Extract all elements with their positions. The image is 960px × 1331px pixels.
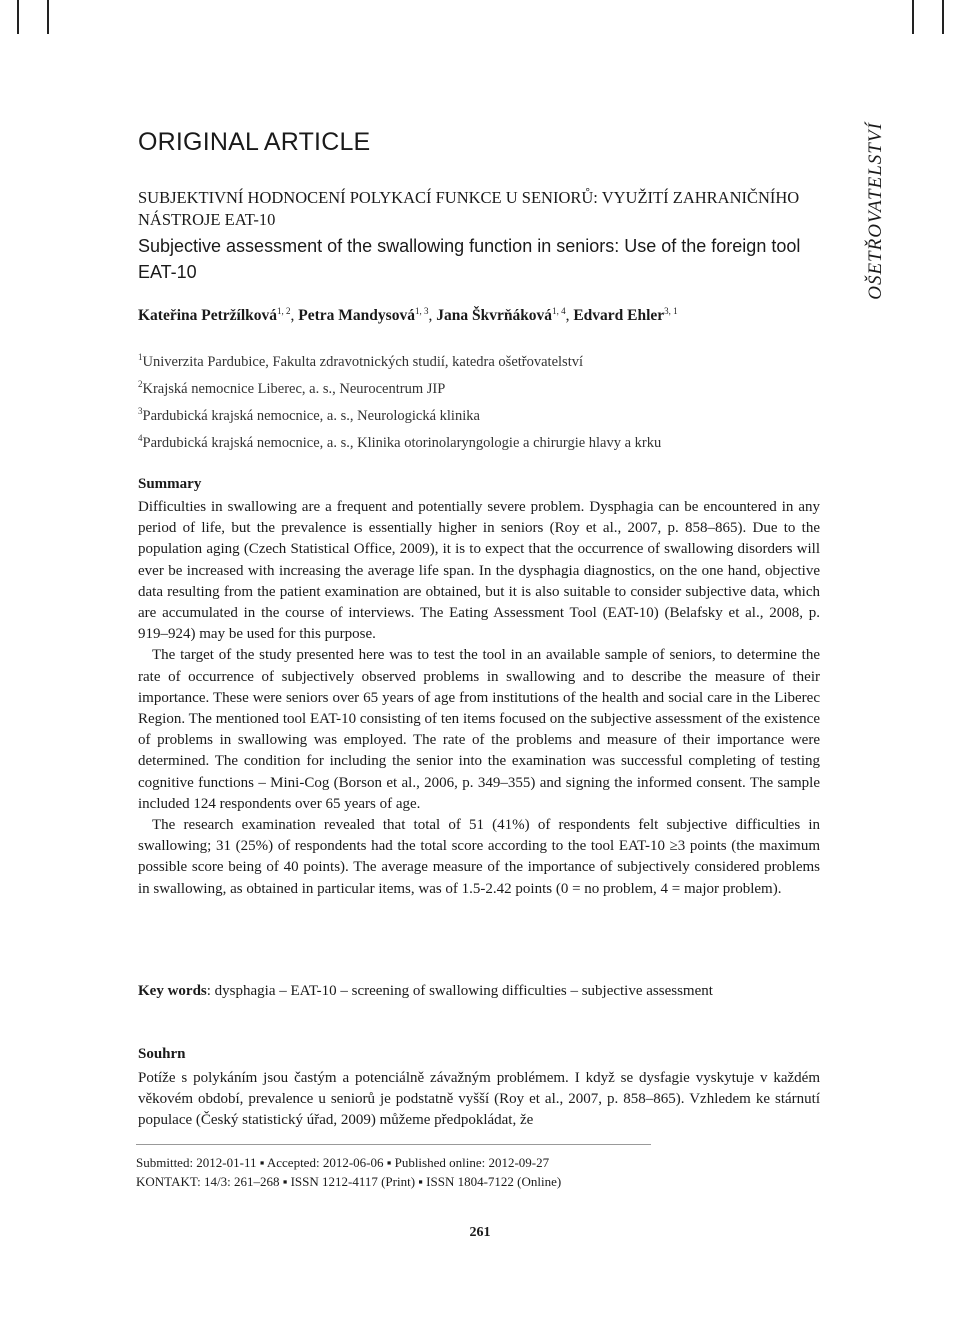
affiliation-list bbox=[138, 346, 661, 455]
summary-paragraph: The research examination revealed that total of 51 (41%) of respondents felt subjective difficulties in swallowing; 31 (25%) of respondents had the total score according to the tool EAT-10 ≥3 points (the maximum possible score being of 40 points). The average measure of the importance of subjectively considered problems in swallowing, as obtained in particular items, was of 1.5-2.42 points (0 = no problem, 4 = major problem). bbox=[138, 817, 820, 897]
section-label-vertical: OŠETŘOVATELSTVÍ bbox=[865, 121, 886, 300]
keywords: Key words: dysphagia – EAT-10 – screening of swallowing difficulties – subjective assessment bbox=[138, 983, 713, 999]
summary-paragraph: The target of the study presented here was to test the tool in an available sample of seniors, to determine the rate of occurrence of subjectively observed problems in swallowing and to describe the measure of their importance. These were seniors over 65 years of age from institutions of the health and social care in the Liberec Region. The mentioned tool EAT-10 consisting of ten items focused on the subjective assessment of the existence of problems in swallowing was employed. The rate of the problems and measure of their importance were determined. The condition for including the senior into the examination was successful completing of testing cognitive functions – Mini-Cog (Borson et al., 2006, p. 349–355) and signing the informed consent. The sample included 124 respondents over 65 years of age. bbox=[138, 647, 820, 812]
author: Jana Škvrňáková$^{1, 4}$ bbox=[436, 306, 566, 325]
journal-info: KONTAKT: 14/3: 261–268 ▪ ISSN 1212-4117 (Print) ▪ ISSN 1804-7122 (Online) bbox=[136, 1174, 562, 1189]
crop-mark bbox=[17, 0, 19, 34]
crop-mark bbox=[47, 0, 49, 34]
author: Edvard Ehler$^{3, 1}$ bbox=[573, 306, 678, 325]
summary-paragraph: Difficulties in swallowing are a frequent and potentially severe problem. Dysphagia can be encountered in any period of life, but the prevalence is essentially higher in seniors (Roy et al., 2007, p. 858–865). Due to the population aging (Czech Statistical Office, 2009), it is to expect that the occurrence of swallowing disorders will ever be increased with increasing the average life span. In the dysphagia diagnostics, on the one hand, objective data resulting from the patient examination are obtained, but it is also suitable to consider subjective data, which are accumulated in the course of interviews. The Eating Assessment Tool (EAT-10) (Belafsky et al., 2008, p. 919–924) may be used for this purpose. bbox=[138, 499, 820, 643]
footer-rule bbox=[136, 1144, 651, 1145]
souhrn-heading: Souhrn bbox=[138, 1046, 186, 1062]
author-list: Kateřina Petržílková$^{1, 2}$, Petra Mandysová$^{1, 3}$, Jana Škvrňáková$^{1, 4}$, Edvard Ehler$^{3, 1}$ bbox=[138, 306, 678, 325]
crop-mark bbox=[912, 0, 914, 34]
author: Kateřina Petržílková$^{1, 2}$ bbox=[138, 306, 291, 325]
affiliation: $^1$Univerzita Pardubice, Fakulta zdravotnických studií, katedra ošetřovatelství bbox=[138, 352, 584, 370]
affiliation: $^3$Pardubická krajská nemocnice, a. s., Neurologická klinika bbox=[138, 406, 480, 425]
souhrn-body bbox=[138, 1068, 820, 1132]
souhrn-paragraph: Potíže s polykáním jsou častým a potenciálně závažným problémem. I když se dysfagie vyskytuje v každém věkovém období, prevalence u seniorů je podstatně vyšší (Roy et al., 2007, p. 858–865). Vzhledem ke stárnutí populace (Český statistický úřad, 2009) můžeme předpokládat, že bbox=[138, 1070, 820, 1129]
submission-dates: Submitted: 2012-01-11 ▪ Accepted: 2012-06-06 ▪ Published online: 2012-09-27 bbox=[136, 1155, 550, 1170]
title-czech: SUBJEKTIVNÍ HODNOCENÍ POLYKACÍ FUNKCE U SENIORŮ: VYUŽITÍ ZAHRANIČNÍHO NÁSTROJE EAT-10 bbox=[138, 188, 800, 229]
article-type: ORIGINAL ARTICLE bbox=[138, 128, 371, 156]
summary-body bbox=[138, 497, 820, 900]
crop-mark bbox=[942, 0, 944, 34]
summary-heading: Summary bbox=[138, 476, 202, 492]
author: Petra Mandysová$^{1, 3}$ bbox=[298, 306, 429, 325]
affiliation: $^2$Krajská nemocnice Liberec, a. s., Neurocentrum JIP bbox=[138, 379, 446, 397]
page-number: 261 bbox=[469, 1225, 491, 1240]
affiliation: $^4$Pardubická krajská nemocnice, a. s., Klinika otorinolaryngologie a chirurgie hlavy a krku bbox=[138, 433, 662, 452]
title-english: Subjective assessment of the swallowing function in seniors: Use of the foreign tool EAT-10 bbox=[138, 236, 801, 282]
